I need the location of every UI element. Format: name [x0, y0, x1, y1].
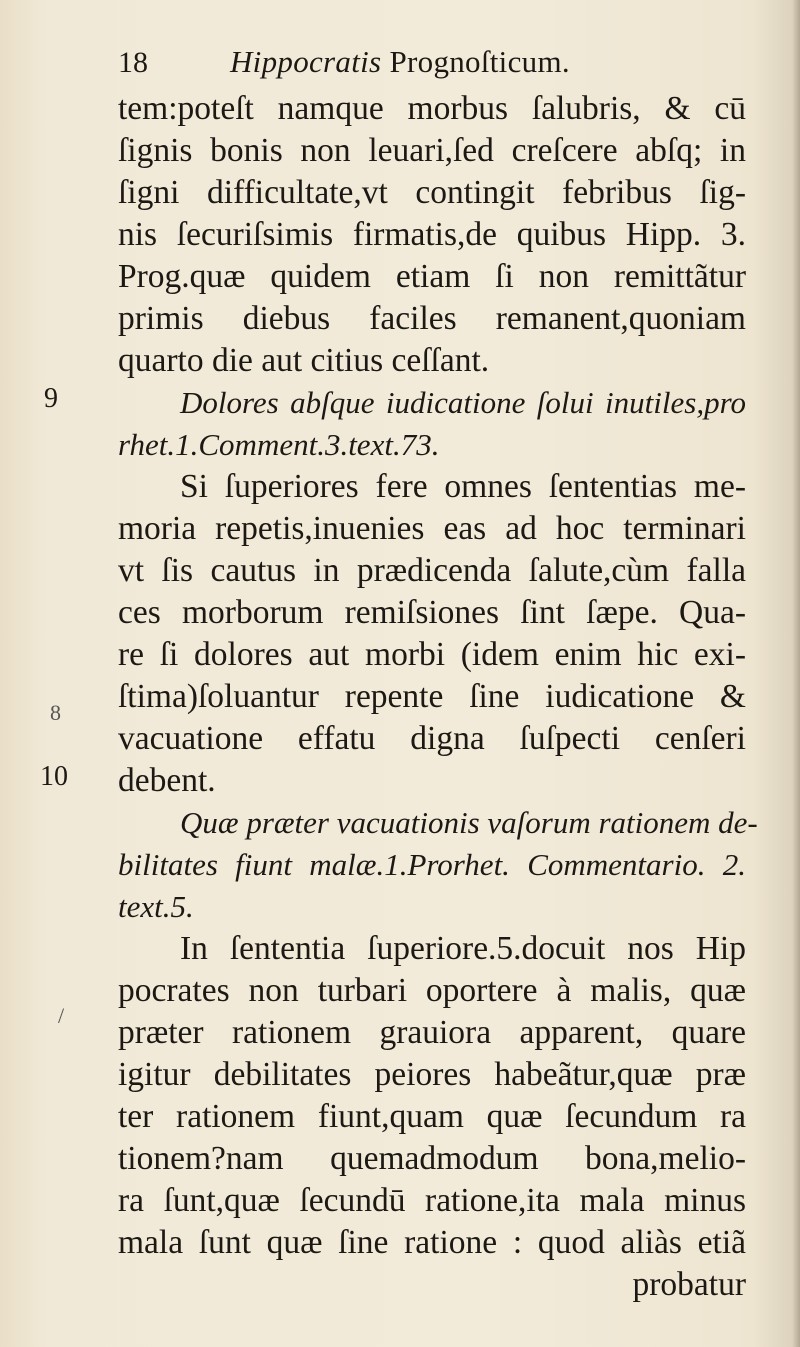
text-line: mala ſunt quæ ſine ratione : quod aliàs etiã	[118, 1224, 746, 1261]
text-line: Prog.quæ quidem etiam ſi non remittãtur	[118, 258, 746, 295]
text-line: vacuatione effatu digna ſuſpecti cenſeri	[118, 720, 746, 757]
margin-number: 10	[40, 761, 68, 792]
margin-mark: 8	[50, 700, 61, 725]
text-line: debent.	[118, 762, 216, 799]
text-line: primis diebus faciles remanent,quoniam	[118, 300, 746, 337]
aphorism-heading: bilitates fiunt malæ.1.Prorhet. Commentario. 2.	[118, 847, 746, 882]
text-line: re ſi dolores aut morbi (idem enim hic exi-	[118, 636, 746, 673]
aphorism-reference: rhet.1.Comment.3.text.73.	[118, 427, 440, 462]
aphorism-heading: Quæ præter vacuationis vaſorum rationem de-	[180, 805, 758, 840]
running-title-italic: Hippocratis	[230, 44, 382, 79]
page-edge-shadow	[792, 0, 800, 1347]
aphorism-reference: text.5.	[118, 889, 194, 924]
text-line: ſignis bonis non leuari,ſed creſcere abſq; in	[118, 132, 746, 169]
text-line: tionem?nam quemadmodum bona,melio-	[118, 1140, 746, 1177]
text-line: vt ſis cautus in prædicenda ſalute,cùm falla	[118, 552, 746, 589]
text-line: nis ſecuriſsimis firmatis,de quibus Hipp. 3.	[118, 216, 746, 253]
running-title-roman: Prognoſticum.	[389, 44, 570, 79]
text-line: ra ſunt,quæ ſecundū ratione,ita mala minus	[118, 1182, 746, 1219]
body-text	[118, 88, 758, 1306]
text-line: præter rationem grauiora apparent, quare	[118, 1014, 746, 1051]
text-line: tem:poteſt namque morbus ſalubris, & cū	[118, 90, 746, 127]
margin-mark: /	[58, 1003, 65, 1028]
page-header	[118, 40, 758, 90]
page-number: 18	[118, 46, 148, 79]
margin-number: 9	[44, 383, 58, 414]
text-line: moria repetis,inuenies eas ad hoc terminari	[118, 510, 746, 547]
text-line: quarto die aut citius ceſſant.	[118, 342, 490, 379]
text-line: pocrates non turbari oportere à malis, quæ	[118, 972, 746, 1009]
text-line: igitur debilitates peiores habeãtur,quæ præ	[118, 1056, 746, 1093]
text-line: ſigni difficultate,vt contingit febribus ſig-	[118, 174, 746, 211]
running-title	[230, 44, 570, 80]
text-line: ter rationem fiunt,quam quæ ſecundum ra	[118, 1098, 746, 1135]
text-line: ces morborum remiſsiones ſint ſæpe. Qua-	[118, 594, 746, 631]
catchword: probatur	[632, 1266, 746, 1303]
aphorism-heading: Dolores abſque iudicatione ſolui inutiles,pro	[180, 385, 746, 420]
text-line: ſtima)ſoluantur repente ſine iudicatione &	[118, 678, 746, 715]
text-line: In ſententia ſuperiore.5.docuit nos Hip	[180, 930, 746, 967]
text-line: Si ſuperiores fere omnes ſententias me-	[180, 468, 746, 505]
